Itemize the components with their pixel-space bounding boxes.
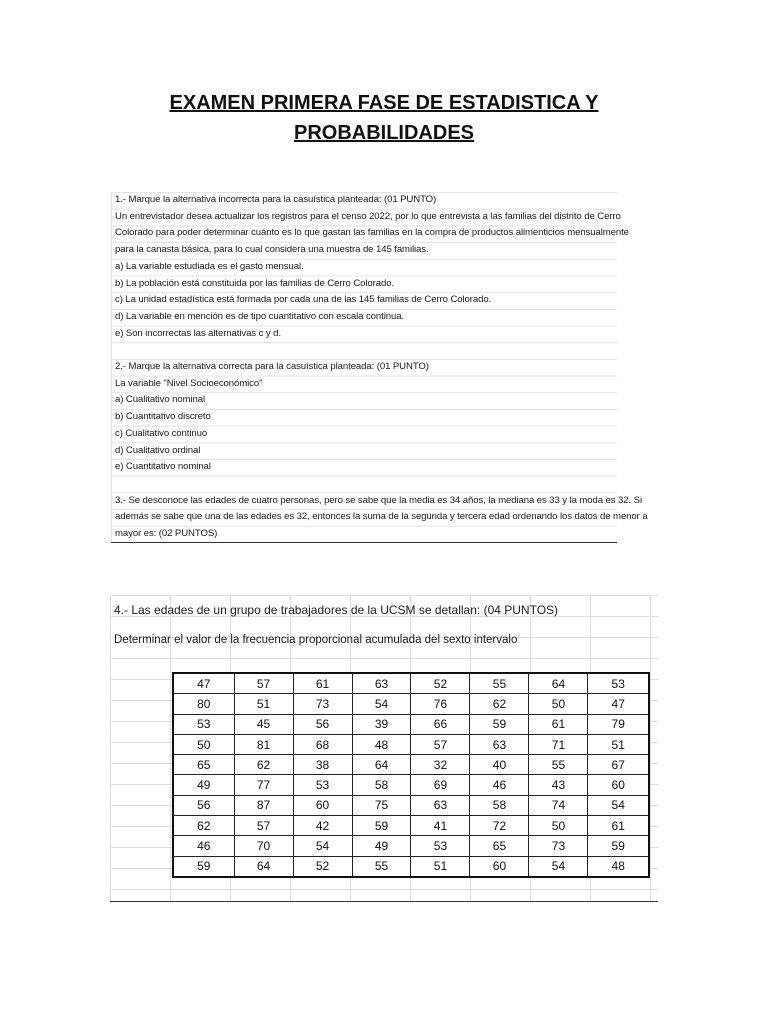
ages-table-row [173, 856, 649, 877]
ages-table-row [173, 734, 649, 754]
ages-table-row [173, 694, 649, 714]
ages-table-cell: 48 [588, 856, 649, 877]
q1-option-a: a) La variable estudiada es el gasto mensual. [115, 260, 304, 272]
exam-title [0, 88, 768, 148]
q1-option-e: e) Son incorrectas las alternativas c y d. [115, 327, 281, 339]
ages-table-cell: 73 [293, 694, 352, 714]
q1-option-b: b) La población está constituida por las familias de Cerro Colorado. [115, 277, 395, 289]
ages-table-cell: 39 [352, 714, 411, 734]
ages-table-cell: 50 [173, 734, 234, 754]
ages-table-cell: 32 [411, 755, 470, 775]
ages-table-row [173, 775, 649, 795]
ages-table-cell: 56 [173, 795, 234, 815]
ages-table-cell: 55 [470, 673, 529, 694]
q3-line: además se sabe que una de las edades es 32, entonces la suma de la segunda y tercera edad ordenando los datos de menor a [115, 511, 648, 523]
exam-title-line-2: PROBABILIDADES [293, 122, 474, 144]
ages-table-row [173, 673, 649, 694]
q1-text-line: Un entrevistador desea actualizar los registros para el censo 2022, por lo que entrevista a las familias del distrito de Cerro [115, 210, 621, 222]
ages-table-cell: 62 [234, 755, 293, 775]
ages-table-cell: 48 [352, 734, 411, 754]
ages-table-cell: 61 [293, 673, 352, 694]
ages-table-cell: 51 [234, 694, 293, 714]
ages-table-cell: 60 [470, 856, 529, 877]
ages-table-cell: 59 [173, 856, 234, 877]
ages-table-cell: 62 [470, 694, 529, 714]
ages-table-cell: 49 [173, 775, 234, 795]
ages-table-cell: 52 [293, 856, 352, 877]
ages-table-cell: 52 [411, 673, 470, 694]
ages-table-cell: 69 [411, 775, 470, 795]
ages-table-cell: 81 [234, 734, 293, 754]
ages-table-cell: 53 [411, 836, 470, 856]
q4-header: 4.- Las edades de un grupo de trabajadores de la UCSM se detallan: (04 PUNTOS) [114, 603, 559, 617]
ages-table-cell: 80 [173, 694, 234, 714]
q2-variable: La variable "Nivel Socioeconómico" [115, 377, 263, 389]
ages-table-cell: 67 [588, 755, 649, 775]
ages-table-cell: 59 [588, 836, 649, 856]
ages-table-cell: 38 [293, 755, 352, 775]
ages-table-cell: 51 [588, 734, 649, 754]
exam-title-line-1: EXAMEN PRIMERA FASE DE ESTADISTICA Y [169, 92, 599, 114]
ages-table-cell: 56 [293, 714, 352, 734]
ages-table-cell: 66 [411, 714, 470, 734]
ages-table-cell: 41 [411, 816, 470, 836]
q2-option-a: a) Cualitativo nominal [115, 394, 206, 406]
ages-table-body [173, 673, 649, 877]
q2-option-d: d) Cualitativo ordinal [115, 444, 201, 456]
ages-table-cell: 76 [411, 694, 470, 714]
q2-header: 2.- Marque la alternativa correcta para la casuística planteada: (01 PUNTO) [115, 361, 429, 372]
ages-table-cell: 64 [529, 673, 588, 694]
ages-table-row [173, 795, 649, 815]
ages-table-cell: 62 [173, 816, 234, 836]
ages-table-cell: 47 [173, 673, 234, 694]
ages-table-cell: 58 [352, 775, 411, 795]
ages-table [172, 672, 650, 878]
ages-table-cell: 42 [293, 816, 352, 836]
ages-table-cell: 40 [470, 755, 529, 775]
ages-table-cell: 73 [529, 836, 588, 856]
q3-line: 3.- Se desconoce las edades de cuatro personas, pero se sabe que la media es 34 años, la mediana es 33 y la moda es 32. Si [115, 494, 642, 506]
ages-table-cell: 87 [234, 795, 293, 815]
q1-header: 1.- Marque la alternativa incorrecta para la casuística planteada: (01 PUNTO) [115, 194, 437, 205]
ages-table-cell: 54 [293, 836, 352, 856]
ages-table-cell: 50 [529, 694, 588, 714]
ages-table-cell: 45 [234, 714, 293, 734]
ages-table-cell: 72 [470, 816, 529, 836]
ages-table-cell: 79 [588, 714, 649, 734]
ages-table-cell: 75 [352, 795, 411, 815]
ages-table-cell: 55 [352, 856, 411, 877]
ages-table-cell: 64 [352, 755, 411, 775]
ages-table-cell: 47 [588, 694, 649, 714]
q2-option-c: c) Cualitativo continuo [115, 427, 208, 439]
ages-table-cell: 54 [588, 795, 649, 815]
ages-table-cell: 57 [234, 816, 293, 836]
ages-table-cell: 54 [529, 856, 588, 877]
ages-table-cell: 59 [352, 816, 411, 836]
q1-option-c: c) La unidad estadística está formada por cada una de las 145 familias de Cerro Colorado. [115, 294, 492, 306]
ages-table-cell: 71 [529, 734, 588, 754]
q1-text-line: para la canasta básica, para lo cual considera una muestra de 145 familias. [115, 244, 429, 256]
ages-table-cell: 68 [293, 734, 352, 754]
ages-table-cell: 77 [234, 775, 293, 795]
ages-table-cell: 59 [470, 714, 529, 734]
ages-table-row [173, 816, 649, 836]
ages-table-cell: 51 [411, 856, 470, 877]
ages-table-cell: 53 [293, 775, 352, 795]
ages-table-cell: 46 [470, 775, 529, 795]
ages-table-cell: 64 [234, 856, 293, 877]
ages-table-cell: 43 [529, 775, 588, 795]
ages-table-row [173, 836, 649, 856]
ages-table-cell: 53 [173, 714, 234, 734]
ages-table-cell: 46 [173, 836, 234, 856]
ages-table-cell: 58 [470, 795, 529, 815]
q1-option-d: d) La variable en mención es de tipo cuantitativo con escala continua. [115, 310, 404, 322]
ages-table-cell: 49 [352, 836, 411, 856]
ages-sheet [110, 595, 658, 902]
ages-table-cell: 63 [352, 673, 411, 694]
ages-table-cell: 57 [234, 673, 293, 694]
ages-table-cell: 74 [529, 795, 588, 815]
ages-table-row [173, 755, 649, 775]
ages-table-cell: 54 [352, 694, 411, 714]
ages-table-cell: 60 [293, 795, 352, 815]
q2-option-e: e) Cuantitativo nominal [115, 461, 211, 473]
q4-instruction: Determinar el valor de la frecuencia proporcional acumulada del sexto intervalo [114, 634, 518, 646]
ages-table-cell: 53 [588, 673, 649, 694]
ages-table-cell: 57 [411, 734, 470, 754]
ages-table-row [173, 714, 649, 734]
q3-line: mayor es: (02 PUNTOS) [115, 528, 218, 539]
ages-table-cell: 60 [588, 775, 649, 795]
questions-sheet [111, 192, 648, 543]
ages-table-cell: 70 [234, 836, 293, 856]
q1-text-line: Colorado para poder determinar cuánto es lo que gastan las familias en la compra de productos alimenticios mensualmente [115, 227, 629, 239]
ages-table-cell: 63 [470, 734, 529, 754]
ages-table-cell: 63 [411, 795, 470, 815]
ages-table-cell: 61 [529, 714, 588, 734]
ages-table-cell: 65 [173, 755, 234, 775]
ages-table-cell: 61 [588, 816, 649, 836]
q2-option-b: b) Cuantitativo discreto [115, 411, 211, 423]
ages-table-cell: 65 [470, 836, 529, 856]
ages-table-cell: 50 [529, 816, 588, 836]
ages-table-cell: 55 [529, 755, 588, 775]
